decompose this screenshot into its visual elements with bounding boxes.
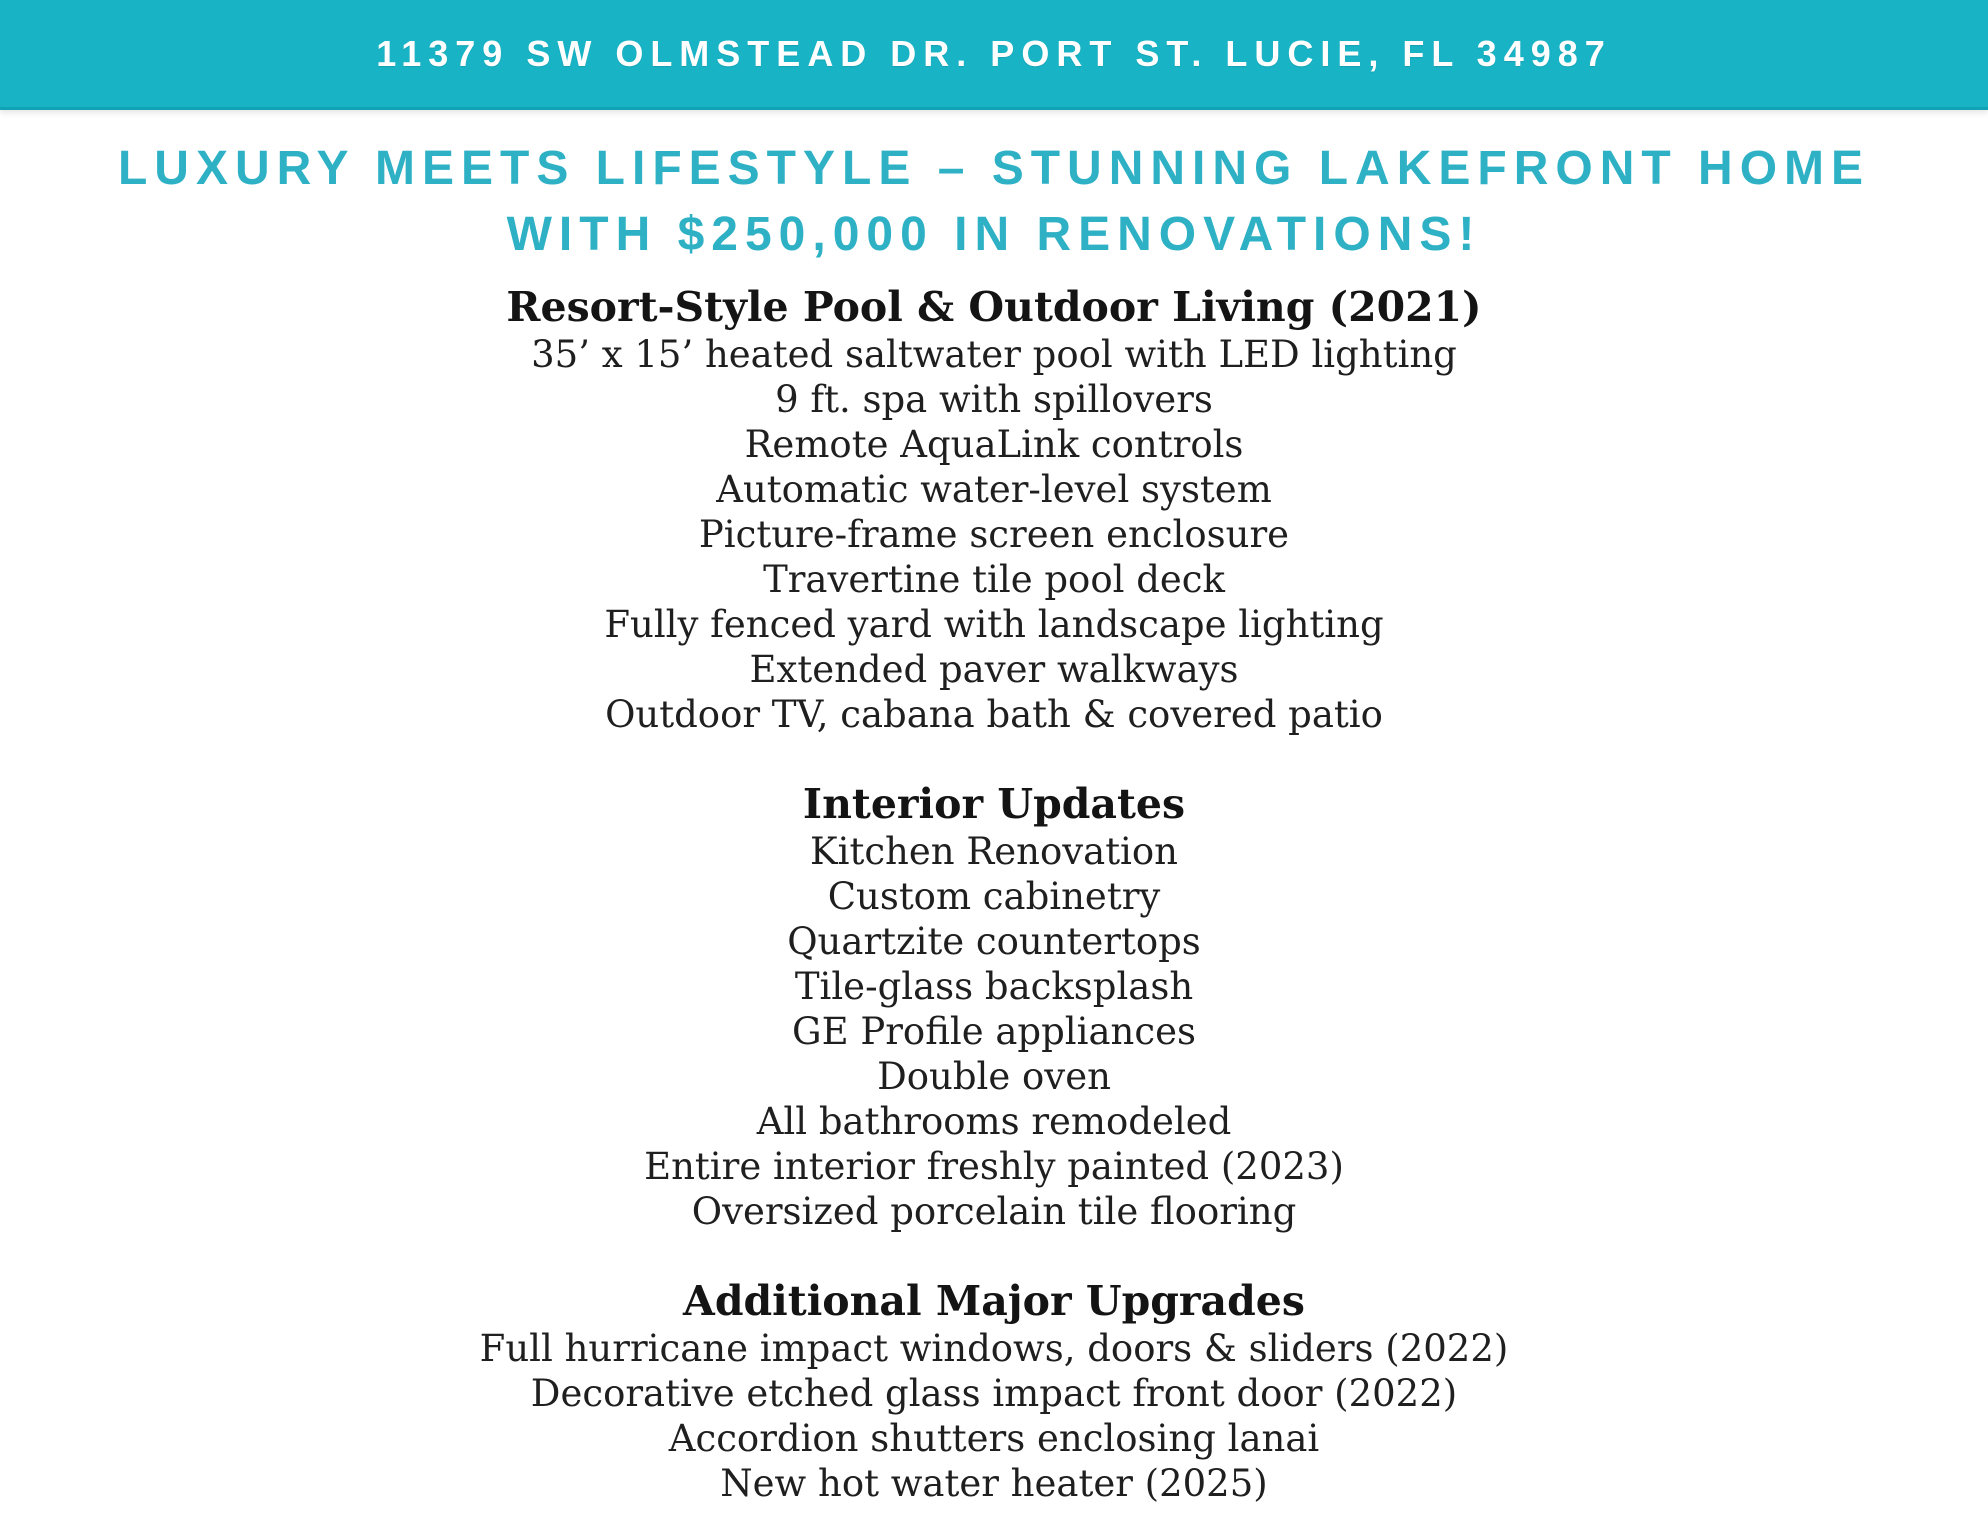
list-item: GE Profile appliances	[792, 1010, 1196, 1053]
headline-line-1: LUXURY MEETS LIFESTYLE – STUNNING LAKEFRONT HOME	[117, 142, 1871, 195]
list-item: Decorative etched glass impact front door (2022)	[530, 1372, 1458, 1415]
headline	[0, 136, 1988, 268]
list-item: All bathrooms remodeled	[756, 1100, 1232, 1143]
list-item: Travertine tile pool deck	[763, 558, 1225, 601]
list-item: Kitchen Renovation	[809, 830, 1178, 873]
section	[0, 284, 1988, 737]
sections-container	[0, 284, 1988, 1506]
list-item: Extended paver walkways	[749, 648, 1239, 691]
list-item: Picture-frame screen enclosure	[698, 513, 1290, 556]
list-item: Remote AquaLink controls	[744, 423, 1244, 466]
section-title: Resort-Style Pool & Outdoor Living (2021)	[506, 283, 1482, 331]
list-item: Full hurricane impact windows, doors & sliders (2022)	[479, 1327, 1509, 1370]
list-item: Double oven	[877, 1055, 1111, 1098]
address-header-bar	[0, 0, 1988, 110]
list-item: Quartzite countertops	[787, 920, 1201, 963]
section-title: Interior Updates	[802, 780, 1186, 828]
list-item: New hot water heater (2025)	[720, 1462, 1268, 1505]
section-title: Additional Major Upgrades	[683, 1277, 1305, 1325]
list-item: Entire interior freshly painted (2023)	[644, 1145, 1344, 1188]
list-item: 35’ x 15’ heated saltwater pool with LED lighting	[531, 333, 1457, 376]
list-item: Custom cabinetry	[827, 875, 1161, 918]
list-item: Oversized porcelain tile flooring	[691, 1190, 1297, 1233]
property-address: 11379 SW OLMSTEAD DR. PORT ST. LUCIE, FL 34987	[376, 32, 1612, 74]
headline-line-2: WITH $250,000 IN RENOVATIONS!	[506, 208, 1482, 261]
list-item: Fully fenced yard with landscape lighting	[604, 603, 1384, 646]
list-item: Tile-glass backsplash	[794, 965, 1194, 1008]
section	[0, 781, 1988, 1234]
list-item: 9 ft. spa with spillovers	[775, 378, 1213, 421]
list-item: Automatic water-level system	[716, 468, 1272, 511]
list-item: Outdoor TV, cabana bath & covered patio	[605, 693, 1383, 736]
section	[0, 1278, 1988, 1506]
list-item: Accordion shutters enclosing lanai	[668, 1417, 1320, 1460]
